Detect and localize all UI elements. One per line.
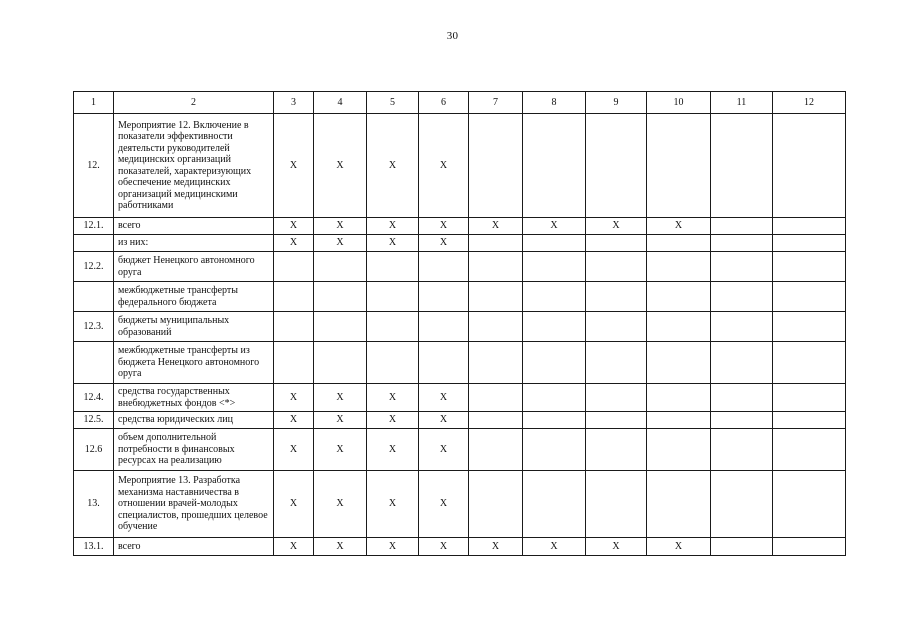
value-cell bbox=[711, 312, 773, 342]
value-cell bbox=[647, 384, 711, 412]
value-cell bbox=[586, 114, 647, 218]
value-cell bbox=[274, 312, 314, 342]
value-cell bbox=[711, 114, 773, 218]
row-description: объем дополнительной потребности в финансовых ресурсах на реализацию bbox=[114, 429, 274, 471]
column-header: 9 bbox=[586, 92, 647, 114]
value-cell bbox=[586, 412, 647, 429]
row-description: межбюджетные трансферты федерального бюджета bbox=[114, 282, 274, 312]
value-cell bbox=[274, 342, 314, 384]
value-cell bbox=[773, 114, 846, 218]
value-cell bbox=[586, 252, 647, 282]
value-cell bbox=[647, 471, 711, 538]
table-row bbox=[74, 252, 846, 282]
value-cell: X bbox=[314, 429, 367, 471]
value-cell bbox=[711, 252, 773, 282]
column-header: 11 bbox=[711, 92, 773, 114]
value-cell bbox=[314, 252, 367, 282]
value-cell bbox=[523, 282, 586, 312]
row-number: 12.4. bbox=[74, 384, 114, 412]
table-row bbox=[74, 412, 846, 429]
value-cell bbox=[711, 471, 773, 538]
value-cell bbox=[523, 312, 586, 342]
value-cell bbox=[773, 282, 846, 312]
value-cell bbox=[647, 312, 711, 342]
value-cell bbox=[469, 235, 523, 252]
table-row bbox=[74, 282, 846, 312]
value-cell bbox=[367, 312, 419, 342]
value-cell: X bbox=[314, 412, 367, 429]
value-cell bbox=[773, 312, 846, 342]
value-cell: X bbox=[274, 114, 314, 218]
value-cell bbox=[523, 412, 586, 429]
value-cell bbox=[274, 252, 314, 282]
value-cell bbox=[469, 429, 523, 471]
value-cell bbox=[773, 218, 846, 235]
value-cell bbox=[367, 282, 419, 312]
value-cell bbox=[647, 429, 711, 471]
table-row bbox=[74, 538, 846, 556]
value-cell bbox=[586, 342, 647, 384]
value-cell: X bbox=[274, 471, 314, 538]
value-cell bbox=[419, 312, 469, 342]
column-header: 7 bbox=[469, 92, 523, 114]
value-cell bbox=[647, 342, 711, 384]
value-cell bbox=[523, 384, 586, 412]
value-cell: X bbox=[314, 114, 367, 218]
row-number: 13.1. bbox=[74, 538, 114, 556]
column-header: 2 bbox=[114, 92, 274, 114]
value-cell bbox=[523, 114, 586, 218]
value-cell bbox=[419, 282, 469, 312]
value-cell: X bbox=[469, 218, 523, 235]
value-cell: X bbox=[367, 384, 419, 412]
value-cell bbox=[586, 384, 647, 412]
value-cell bbox=[469, 471, 523, 538]
row-number bbox=[74, 235, 114, 252]
value-cell: X bbox=[367, 114, 419, 218]
row-number bbox=[74, 282, 114, 312]
value-cell: X bbox=[314, 538, 367, 556]
value-cell: X bbox=[647, 538, 711, 556]
row-number bbox=[74, 342, 114, 384]
row-description: Мероприятие 12. Включение в показатели эффективности деятельсти руководителей медицинских организаций показателей, характеризующих обеспечение медицинских организаций медицинскими работниками bbox=[114, 114, 274, 218]
value-cell bbox=[647, 235, 711, 252]
value-cell: X bbox=[274, 384, 314, 412]
row-description: бюджеты муниципальных образований bbox=[114, 312, 274, 342]
value-cell bbox=[773, 412, 846, 429]
measures-table bbox=[73, 91, 846, 556]
row-description: Мероприятие 13. Разработка механизма наставничества в отношении врачей-молодых специалистов, прошедших целевое обучение bbox=[114, 471, 274, 538]
value-cell bbox=[647, 252, 711, 282]
table-row bbox=[74, 114, 846, 218]
value-cell: X bbox=[523, 538, 586, 556]
value-cell: X bbox=[419, 429, 469, 471]
row-number: 12.6 bbox=[74, 429, 114, 471]
value-cell: X bbox=[367, 412, 419, 429]
value-cell bbox=[419, 342, 469, 384]
value-cell: X bbox=[586, 218, 647, 235]
value-cell: X bbox=[419, 235, 469, 252]
value-cell: X bbox=[367, 538, 419, 556]
value-cell: X bbox=[586, 538, 647, 556]
table-row bbox=[74, 429, 846, 471]
table-row bbox=[74, 471, 846, 538]
value-cell: X bbox=[274, 235, 314, 252]
value-cell bbox=[711, 412, 773, 429]
row-description: межбюджетные трансферты из бюджета Ненецкого автономного оруга bbox=[114, 342, 274, 384]
value-cell bbox=[523, 252, 586, 282]
value-cell bbox=[711, 429, 773, 471]
row-description: всего bbox=[114, 538, 274, 556]
value-cell bbox=[469, 384, 523, 412]
value-cell bbox=[469, 412, 523, 429]
row-description: из них: bbox=[114, 235, 274, 252]
value-cell: X bbox=[367, 218, 419, 235]
value-cell: X bbox=[314, 384, 367, 412]
value-cell bbox=[586, 312, 647, 342]
value-cell bbox=[773, 384, 846, 412]
column-header: 3 bbox=[274, 92, 314, 114]
value-cell bbox=[647, 114, 711, 218]
value-cell bbox=[469, 342, 523, 384]
value-cell: X bbox=[367, 471, 419, 538]
row-number: 12.3. bbox=[74, 312, 114, 342]
value-cell bbox=[274, 282, 314, 312]
value-cell: X bbox=[419, 384, 469, 412]
row-number: 13. bbox=[74, 471, 114, 538]
value-cell: X bbox=[367, 235, 419, 252]
value-cell: X bbox=[419, 412, 469, 429]
value-cell bbox=[586, 429, 647, 471]
value-cell bbox=[711, 218, 773, 235]
value-cell bbox=[711, 282, 773, 312]
value-cell bbox=[523, 429, 586, 471]
row-description: средства государственных внебюджетных фондов <*> bbox=[114, 384, 274, 412]
row-description: всего bbox=[114, 218, 274, 235]
value-cell: X bbox=[647, 218, 711, 235]
value-cell: X bbox=[419, 114, 469, 218]
value-cell bbox=[469, 312, 523, 342]
table-row bbox=[74, 342, 846, 384]
row-description: бюджет Ненецкого автономного оруга bbox=[114, 252, 274, 282]
value-cell bbox=[773, 252, 846, 282]
value-cell bbox=[469, 114, 523, 218]
value-cell bbox=[314, 342, 367, 384]
value-cell bbox=[711, 235, 773, 252]
value-cell bbox=[367, 252, 419, 282]
value-cell: X bbox=[314, 218, 367, 235]
table-row bbox=[74, 218, 846, 235]
column-header: 5 bbox=[367, 92, 419, 114]
column-header: 6 bbox=[419, 92, 469, 114]
row-number: 12.5. bbox=[74, 412, 114, 429]
value-cell bbox=[367, 342, 419, 384]
value-cell bbox=[773, 471, 846, 538]
value-cell bbox=[773, 342, 846, 384]
value-cell bbox=[586, 282, 647, 312]
value-cell bbox=[314, 312, 367, 342]
value-cell: X bbox=[523, 218, 586, 235]
column-header: 8 bbox=[523, 92, 586, 114]
table-row bbox=[74, 312, 846, 342]
value-cell bbox=[419, 252, 469, 282]
value-cell bbox=[773, 538, 846, 556]
value-cell bbox=[711, 342, 773, 384]
value-cell bbox=[586, 235, 647, 252]
value-cell bbox=[773, 429, 846, 471]
value-cell: X bbox=[419, 471, 469, 538]
value-cell: X bbox=[274, 218, 314, 235]
value-cell: X bbox=[367, 429, 419, 471]
column-header: 10 bbox=[647, 92, 711, 114]
value-cell bbox=[586, 471, 647, 538]
row-description: средства юридических лиц bbox=[114, 412, 274, 429]
value-cell: X bbox=[274, 429, 314, 471]
value-cell: X bbox=[314, 235, 367, 252]
row-number: 12.2. bbox=[74, 252, 114, 282]
value-cell bbox=[711, 384, 773, 412]
value-cell bbox=[314, 282, 367, 312]
table-row bbox=[74, 384, 846, 412]
value-cell bbox=[647, 412, 711, 429]
column-header: 4 bbox=[314, 92, 367, 114]
value-cell bbox=[523, 471, 586, 538]
value-cell bbox=[523, 342, 586, 384]
value-cell bbox=[469, 252, 523, 282]
table-row bbox=[74, 235, 846, 252]
value-cell: X bbox=[419, 218, 469, 235]
value-cell bbox=[469, 282, 523, 312]
value-cell: X bbox=[419, 538, 469, 556]
value-cell: X bbox=[274, 538, 314, 556]
value-cell bbox=[711, 538, 773, 556]
value-cell bbox=[523, 235, 586, 252]
value-cell: X bbox=[274, 412, 314, 429]
value-cell: X bbox=[469, 538, 523, 556]
value-cell bbox=[647, 282, 711, 312]
row-number: 12. bbox=[74, 114, 114, 218]
value-cell bbox=[773, 235, 846, 252]
table-header-row bbox=[74, 92, 846, 114]
row-number: 12.1. bbox=[74, 218, 114, 235]
column-header: 12 bbox=[773, 92, 846, 114]
page-number: 30 bbox=[446, 30, 459, 42]
column-header: 1 bbox=[74, 92, 114, 114]
value-cell: X bbox=[314, 471, 367, 538]
